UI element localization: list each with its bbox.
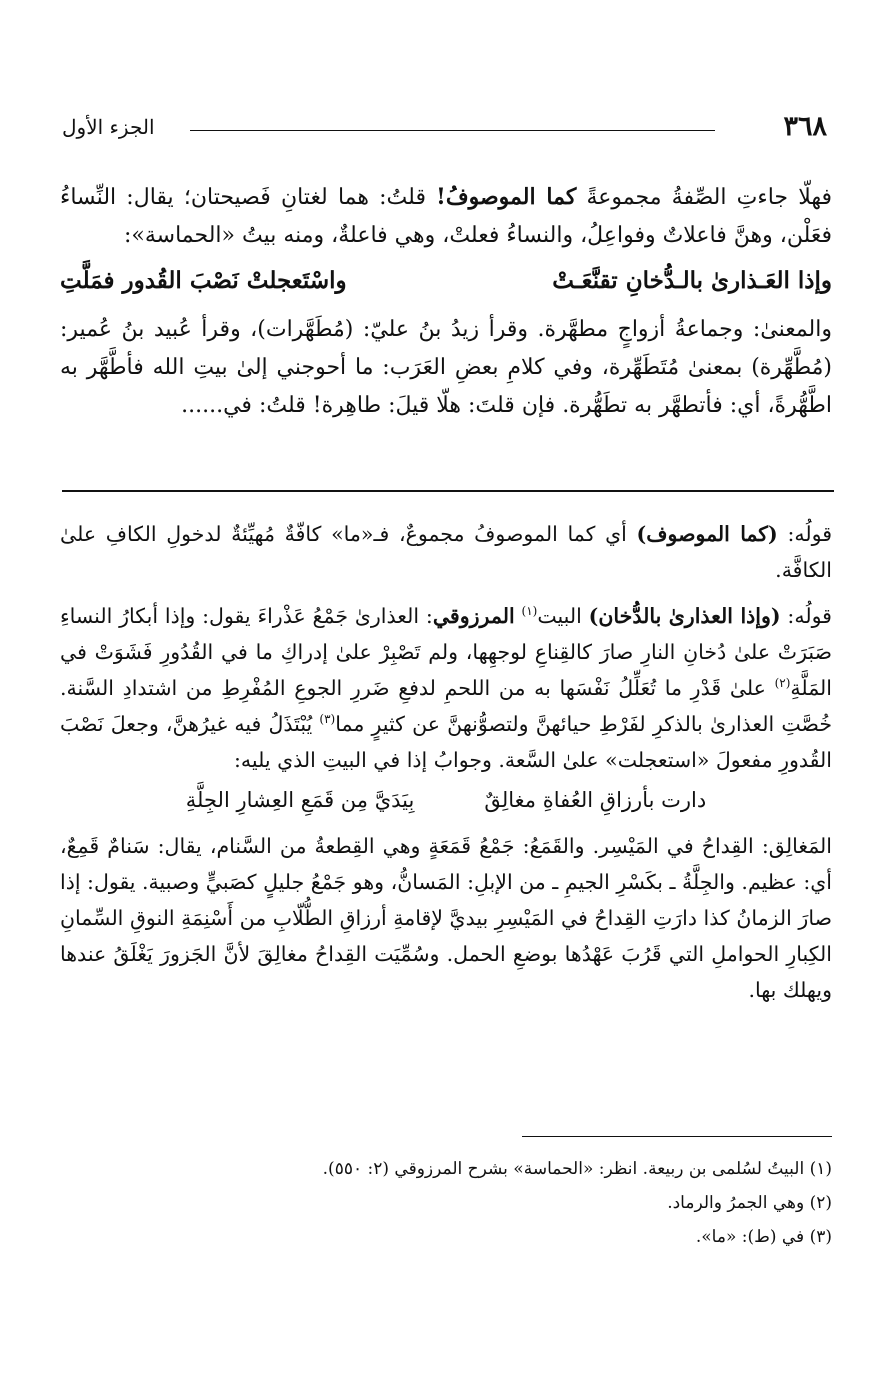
- running-header: [62, 108, 827, 148]
- verse2-second-hemistich: بِيَدَيَّ مِن قَمَعِ العِشارِ الجِلَّةِ: [185, 788, 415, 812]
- commentary-verse: [60, 782, 832, 818]
- footnote-3: (٣) في (ط): «ما».: [695, 1227, 832, 1247]
- c2-text-g: علىٰ قَدْرِ ما تُعَلِّلُ نَفْسَها به من اللحمِ لدفعِ ضَررِ الجوعِ المُفْرِطِ من اشتدادِ السَّنة. خُصَّتِ العذارىٰ بالذكرِ لفَرْطِ حيائهنَّ ولتصوُّنهنَّ عن كثيرٍ مما: [60, 676, 832, 736]
- main-verse: [60, 261, 832, 301]
- volume-title: الجزء الأول: [62, 115, 155, 139]
- c2-text-f: : العذارىٰ جَمْعُ عَذْراءَ يقول: وإذا أبكارُ النساءِ صَبَرَتْ علىٰ دُخانِ النارِ صارَ كالقِناعِ لوجهِها، ولم تَصْبِرْ علىٰ إدراكِ ما في القُدُورِ فَشَوَتْ في المَلَّةِ: [60, 604, 832, 700]
- main-paragraph-2: والمعنىٰ: وجماعةُ أزواجٍ مطهَّرة. وقرأ زيدُ بنُ عليّ: (مُطَهَّرات)، وقرأ عُبيد بنُ عُمير: (مُطَّهِّرة) بمعنىٰ مُتَطَهِّرة، وفي كلامِ بعضِ العَرَب: ما أحوجني إلىٰ بيتِ الله فأطَّهَّر به اطَّهُّرةً، أي: فأتطهَّر به تطَهُّرة. فإن قلتَ: هلّا قيلَ: طاهِرة! قلتُ: في......: [60, 317, 832, 418]
- verse-second-hemistich: واسْتَعجلتْ نَصْبَ القُدور فمَلَّتِ: [60, 267, 347, 294]
- c1-text-a: قولُه:: [777, 522, 832, 546]
- main-p1-text-c: قلتُ: هما لغتانِ فَصيحتان؛ يقال: النِّساءُ فعَلْن، وهنَّ فاعلاتٌ وفواعِلُ، والنساءُ فعلتْ، وهي فاعلةٌ، ومنه بيتُ «الحماسة»:: [60, 185, 832, 248]
- c2-text-h: يُبْتَذَلُ فيه غيرُهنَّ، وجعلَ نَصْبَ القُدورِ مفعولَ «استعجلت» علىٰ السَّعة. وجوابُ إذا في البيتِ الذي يليه:: [60, 712, 832, 772]
- commentary: [60, 516, 832, 1008]
- c2-text-d: [515, 604, 522, 628]
- footnote-1: (١) البيتُ لسُلمى بن ربيعة. انظر: «الحماسة» بشرح المرزوقي (٢: ٥٥٠).: [322, 1159, 832, 1179]
- c1-bold: (كما الموصوف): [636, 522, 778, 546]
- main-p1-bold: كما الموصوفُ!: [436, 184, 577, 210]
- c1-text-c: أي كما الموصوفُ مجموعٌ، فـ«ما» كافّةٌ مُهيِّئةٌ لدخولِ الكافِ علىٰ الكافَّة.: [60, 522, 832, 582]
- c2-text-a: قولُه:: [780, 604, 832, 628]
- main-text: [60, 178, 832, 425]
- footnote-rule: [522, 1136, 832, 1137]
- page-number: ٣٦٨: [783, 111, 827, 142]
- commentary-paragraph-1: [60, 516, 832, 588]
- verse-first-hemistich: وإذا العَـذارىٰ بالـدُّخانِ تقنَّعَـتْ: [552, 267, 832, 294]
- commentary-paragraph-3: المَغالِق: القِداحُ في المَيْسِر. والقَمَعُ: جَمْعُ قَمَعَةٍ وهي القِطعةُ من السَّنام، يقال: سَنامٌ قَمِعٌ، أي: عظيم. والجِلَّةُ ـ بكَسْرِ الجيمِ ـ من الإبلِ: المَسانُّ، وهو جَمْعُ جليلٍ كصَبيٍّ وصبية. يقول: إذا صارَ الزمانُ كذا دارَتِ القِداحُ في المَيْسِرِ بيديَّ لإقامةِ أرزاقِ الطُّلّابِ من أَسْنِمَةِ النوقِ السِّمانِ الكِبارِ الحواملِ التي قَرُبَ عَهْدُها بوضعِ الحمل. وسُمِّيَت القِداحُ مغالِقَ لأنَّ الجَزورَ يَغْلَقُ عندها ويهلك بها.: [60, 834, 832, 1002]
- footnote-ref-3: (٣): [319, 712, 336, 727]
- footnotes: [132, 1155, 832, 1257]
- c2-bold-quote: (وإذا العذارىٰ بالدُّخان): [588, 604, 781, 628]
- footnote-2: (٢) وهي الجمرُ والرماد.: [667, 1193, 832, 1213]
- main-p1-text-a: فهلّا جاءتِ الصِّفةُ مجموعةً: [576, 185, 832, 210]
- main-paragraph-1: [60, 178, 832, 255]
- verse2-first-hemistich: دارت بأرزاقِ العُفاةِ مغالِقٌ: [484, 788, 707, 812]
- footnote-ref-2: (٢): [774, 676, 791, 691]
- commentary-paragraph-2: [60, 598, 832, 778]
- c2-text-c: البيت: [537, 604, 589, 628]
- header-rule: [190, 130, 715, 131]
- footnote-ref-1: (١): [521, 604, 538, 619]
- c2-bold-author: المرزوقي: [432, 604, 515, 628]
- main-commentary-divider: [62, 490, 834, 492]
